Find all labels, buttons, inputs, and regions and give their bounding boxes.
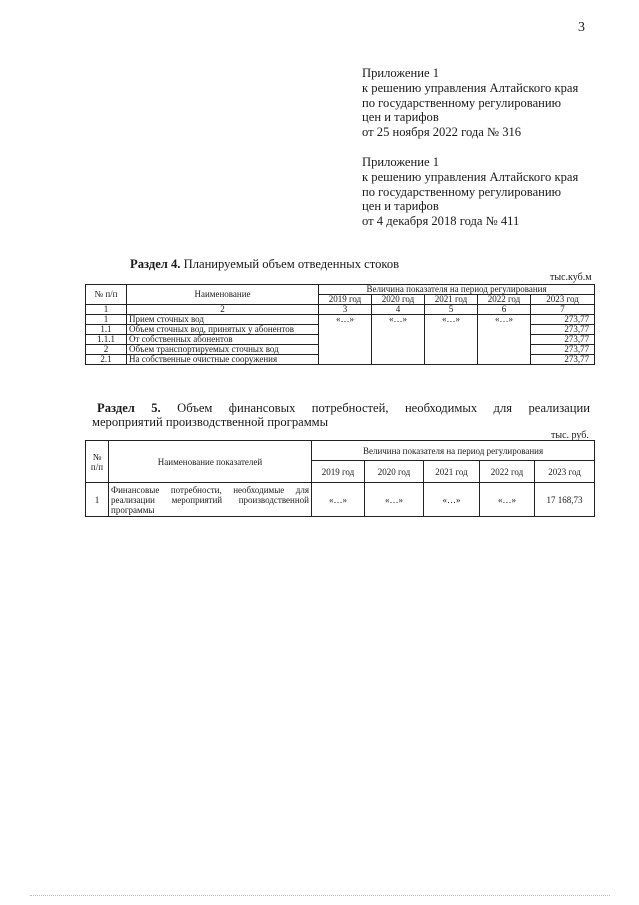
t2-header-group: Величина показателя на период регулирования (312, 441, 595, 461)
t1-index-cell: 2 (127, 305, 319, 315)
appendix-new-line5: от 25 ноября 2022 года № 316 (362, 125, 522, 140)
t1-header-year: 2021 год (425, 295, 478, 305)
appendix-new-line1: Приложение 1 (362, 66, 440, 80)
appendix-old-line2: к решению управления Алтайского края (362, 169, 579, 184)
table-row (86, 483, 595, 517)
bottom-scan-edge (30, 895, 610, 896)
t1-placeholder: «…» (425, 315, 478, 365)
t1-row-name: Объем сточных вод, принятых у абонентов (127, 325, 319, 335)
t1-row-name: Прием сточных вод (127, 315, 319, 325)
t1-index-cell: 3 (319, 305, 372, 315)
t2-row-num: 1 (86, 483, 109, 517)
t1-header-year: 2023 год (531, 295, 595, 305)
t2-header-year: 2022 год (480, 461, 535, 483)
appendix-old-block (362, 155, 578, 229)
t2-row-value: 17 168,73 (535, 483, 595, 517)
t1-placeholder: «…» (478, 315, 531, 365)
appendix-old-line1: Приложение 1 (362, 155, 440, 169)
table-row (86, 315, 595, 325)
section4-title-text: Планируемый объем отведенных стоков (180, 257, 400, 271)
t1-row-value: 273,77 (531, 335, 595, 345)
appendix-new-line3: по государственному регулированию (362, 95, 562, 110)
t1-index-row (86, 305, 595, 315)
t2-header-year: 2021 год (424, 461, 480, 483)
t1-row-num: 1.1.1 (86, 335, 127, 345)
appendix-new-block (362, 66, 578, 140)
t2-header-year: 2020 год (365, 461, 424, 483)
t1-header-group: Величина показателя на период регулирования (319, 285, 595, 295)
t1-row-value: 273,77 (531, 325, 595, 335)
t2-placeholder: «…» (365, 483, 424, 517)
t1-row-name: На собственные очистные сооружения (127, 355, 319, 365)
t1-row-num: 2.1 (86, 355, 127, 365)
t2-placeholder: «…» (424, 483, 480, 517)
section5-title (92, 401, 590, 429)
section5-table (85, 440, 595, 517)
appendix-new-line4: цен и тарифов (362, 110, 439, 125)
t2-header-name: Наименование показателей (109, 441, 312, 483)
appendix-old-line3: по государственному регулированию (362, 184, 562, 199)
t1-index-cell: 7 (531, 305, 595, 315)
t2-header-num: № п/п (86, 441, 109, 483)
t1-index-cell: 6 (478, 305, 531, 315)
t1-row-value: 273,77 (531, 355, 595, 365)
section5-title-line2: мероприятий производственной программы (92, 415, 329, 429)
t1-placeholder: «…» (372, 315, 425, 365)
t2-header-year: 2023 год (535, 461, 595, 483)
t1-placeholder: «…» (319, 315, 372, 365)
t1-header-name: Наименование (127, 285, 319, 305)
t1-index-cell: 1 (86, 305, 127, 315)
section4-title (130, 257, 399, 272)
t2-placeholder: «…» (312, 483, 365, 517)
section5-title-line1: Объем финансовых потребностей, необходимых для реализации (160, 401, 590, 415)
t1-header-year: 2020 год (372, 295, 425, 305)
t2-row-name: Финансовые потребности, необходимые для реализации мероприятий производственной программы (109, 483, 312, 517)
appendix-new-line2: к решению управления Алтайского края (362, 80, 579, 95)
section5-unit: тыс. руб. (551, 430, 589, 441)
t1-header-year: 2019 год (319, 295, 372, 305)
t2-header-year: 2019 год (312, 461, 365, 483)
t1-row-name: Объем транспортируемых сточных вод (127, 345, 319, 355)
t1-index-cell: 4 (372, 305, 425, 315)
section4-unit: тыс.куб.м (550, 272, 592, 283)
t1-row-num: 1.1 (86, 325, 127, 335)
t1-row-value: 273,77 (531, 345, 595, 355)
t2-placeholder: «…» (480, 483, 535, 517)
section5-label: Раздел 5. (97, 401, 161, 415)
t1-index-cell: 5 (425, 305, 478, 315)
appendix-old-line4: цен и тарифов (362, 199, 439, 214)
section4-label: Раздел 4. (130, 257, 181, 271)
appendix-old-line5: от 4 декабря 2018 года № 411 (362, 214, 520, 229)
t1-row-num: 2 (86, 345, 127, 355)
page-number: 3 (578, 20, 585, 35)
t1-row-name: От собственных абонентов (127, 335, 319, 345)
t1-row-num: 1 (86, 315, 127, 325)
section4-table (85, 284, 595, 365)
t1-row-value: 273,77 (531, 315, 595, 325)
t1-header-num: № п/п (86, 285, 127, 305)
t1-header-year: 2022 год (478, 295, 531, 305)
